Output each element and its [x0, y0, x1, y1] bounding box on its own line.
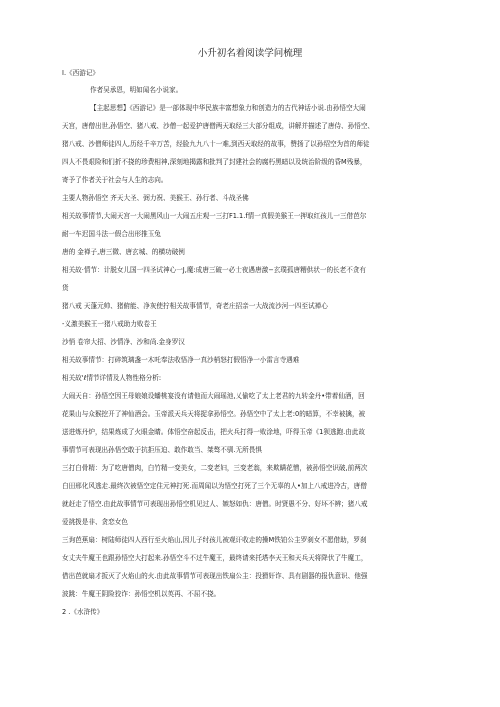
paragraph-line: 波跳：牛魔王阴险狡诈：孙悟空机以英再、不屈不挠。: [62, 590, 221, 598]
paragraph-line: 相关故事情节,大闹天宫一大闹黑风山一大闹五庄观一三打F1.1.f情一真假美猴王一押取红孩儿一三借芭尔: [62, 212, 367, 220]
section-heading-xiyouji: I.《西游记》: [62, 69, 100, 77]
paragraph-line: -义激美猴王一猪八戒助力败卷王: [62, 320, 157, 328]
author-line: 作者吴承恩，明如闻名小说家。: [90, 86, 183, 94]
paragraph-line: 猪八戒、沙僧师徒四人,历经千辛万苦，经脸九九八十一难,到西天取经的故事，赞扬了以孙绍空为首的师徒: [62, 140, 370, 148]
paragraph-line: 送进炼丹炉，结果炼成了火眼金睛。体悟空奋起反击，把火兵打得一败涂地，吓得玉帝《1狈逃跑.由此故: [62, 428, 366, 436]
character-line: 唐的 金禅子,唐三微、唐玄城、的横功破例: [62, 248, 185, 256]
paragraph-line: 货: [62, 284, 69, 292]
paragraph-line: 寄予了作者关于社会与人生的志向。: [62, 176, 168, 184]
paragraph-line: 白田邢化风逃走.最终次被悟空定住元神打死.而周闻以为悟空打死了三个无辜的人•加上八戒进冷古，唐僧: [62, 482, 367, 490]
paragraph-line: 四人不畏艰险和们折不挠的珍费相神,深刻地揭露和批判了封建社会的腐朽黑暗以及统治阶级的昏M残暴，: [62, 158, 367, 166]
paragraph-line: 借出芭就扇才扳灭了火焰山的火.由此故事情节可表现出铁扇公主：投猾奸诈、具有剧器的报仇意识、他强: [62, 572, 368, 580]
document-title: 小升初名着阅读学问梳理: [197, 48, 303, 59]
paragraph-line: 耐一车迟国斗法一假合出形推玉兔: [62, 230, 161, 238]
paragraph-line: 天宫，唐僧出世,孙悟空、猪八戒、沙僧一起爱护唐僧两天取经三大部分组成，讲解并描述了唐侍、孙悟空、: [62, 122, 375, 130]
paragraph-line: 相关故'ℓ情节详情及人物性格分析:: [62, 374, 162, 382]
paragraph-line: 爱挑拨是非、贪恋女色: [62, 518, 128, 526]
paragraph-line: 事情节可表现出孙悟空敢于抗拒压迫、敢作敢当、桀骜不驯.无所畏惧: [62, 446, 262, 454]
character-line: 主要人物孙悟空 齐天大圣、弼力祝、美猴王、孙行者、斗战圣佛: [62, 194, 249, 202]
paragraph-line: 三询芭蕉扇：树陆师徒四人西行至火焰山,因儿子纣孩儿被观讦收走的操M铁铂公主罗刹女不愿借助，罗刹: [62, 536, 367, 544]
paragraph-line: 就赶走了悟空.由此故事情节可表现出孙悟空机见过人、嫉怒如仇：唐僧。时贤愚不分、好坏不辨；猪八戒: [62, 500, 368, 508]
paragraph-line: 女丈夫牛魔王也跟孙悟空大打起来.孙悟空斗不过牛魔王，最终请来托塔李天王和天兵天将降伏了牛魔工，: [62, 554, 368, 562]
character-line: 沙悄 卷帘大招、沙情净、沙和尚.金身罗汉: [62, 338, 185, 346]
paragraph-line: 花果山与众猴挖开了神仙酒会。玉帝派天兵天将捉拿孙悟空。孙悟空中了太上老:0的暗算，不幸被擒，被: [62, 410, 366, 418]
paragraph-line: 大闹天自：孙悟空因王母娘娘设蟠桃宴没有请他而大闹瑶池,乂偷吃了太上老君的九转金丹•带着仙酒，回: [62, 392, 365, 400]
section-heading-shuihuzhuan: 2 .《水浒传》: [62, 608, 104, 616]
paragraph-line: 相关故·情节：计脱女儿国一四圣试神心一J,魔:成唐三破一必士夜遇唐激−玄璞孤唐糟供状一的长老不贪有: [62, 266, 367, 274]
character-line: 猪八戒 天蓬元帅、猪俯能、净灰使拧相关故事情节，奇老庄招亲一大战流沙河一四至试禅心: [62, 302, 328, 310]
paragraph-line: 相关故事情节：打碎筑璃盏一木吒奉法收悟净一真沙梢怒打假悟净一小雷言寺遇难: [62, 356, 300, 364]
paragraph-line: 【主起思想】《西游记》是一部体现中华民族丰富想象力和创造力的古代神话小说.由孙悟空大闹: [90, 104, 366, 112]
paragraph-line: 三打白骨精：为了吃唐僧肉，白竹精一变美女，二变老妇，三变老翁，来欺瞒花憎，被孙悟空识破,前两次: [62, 464, 368, 472]
